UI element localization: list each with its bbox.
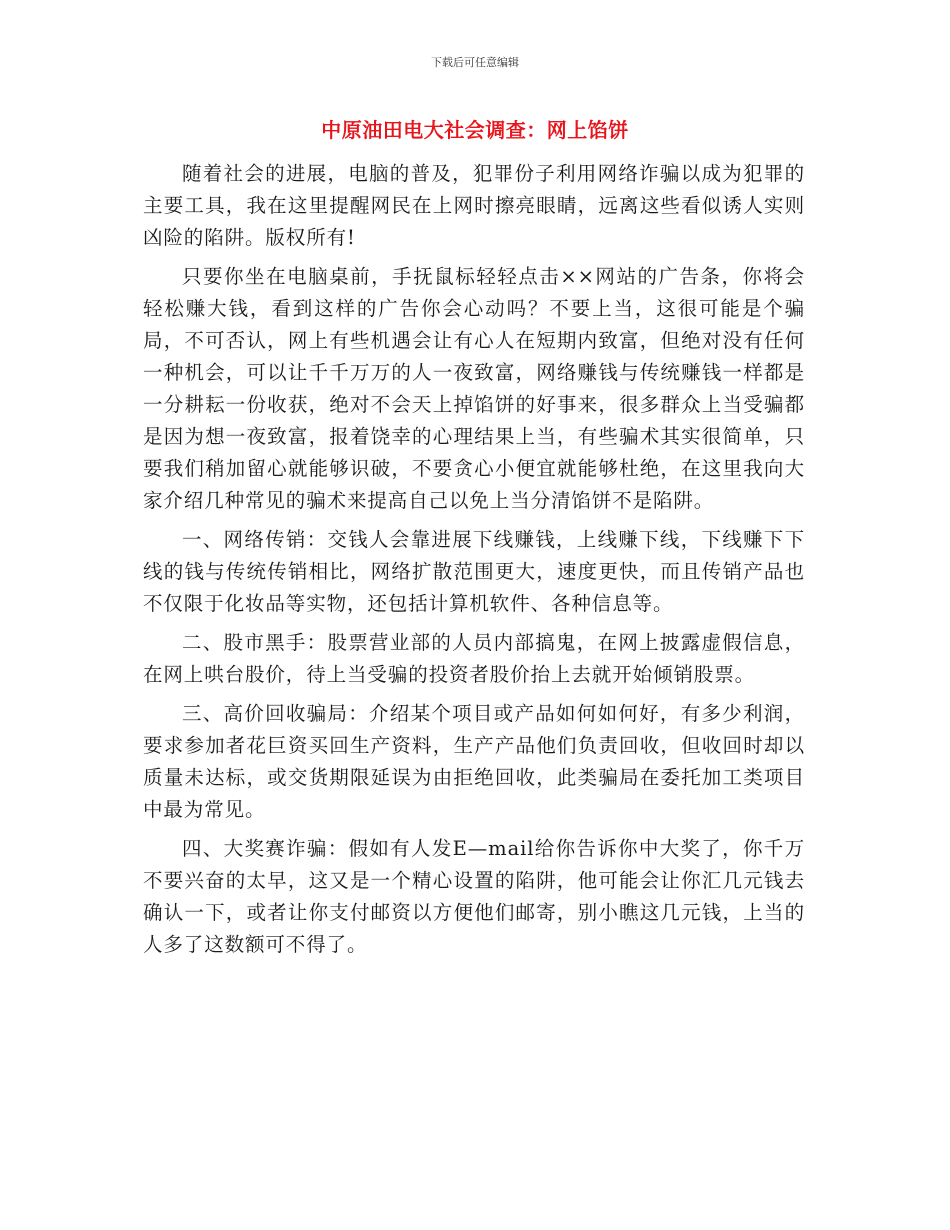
- paragraph-buyback-scam: 三、高价回收骗局：介绍某个项目或产品如何如何好，有多少利润，要求参加者花巨资买回生产资料，生产产品他们负责回收，但收回时却以质量未达标，或交货期限延误为由拒绝回收，此类骗局在委托加工类项目中最为常见。: [143, 702, 805, 821]
- document-body: [143, 158, 805, 968]
- paragraph-network-pyramid: 一、网络传销：交钱人会靠进展下线赚钱，上线赚下线，下线赚下下线的钱与传统传销相比，网络扩散范围更大，速度更快，而且传销产品也不仅限于化妆品等实物，还包括计算机软件、各种信息等。: [143, 528, 805, 615]
- paragraph-overview: 只要你坐在电脑桌前，手抚鼠标轻轻点击××网站的广告条，你将会轻松赚大钱，看到这样的广告你会心动吗？不要上当，这很可能是个骗局，不可否认，网上有些机遇会让有心人在短期内致富，但绝对没有任何一种机会，可以让千千万万的人一夜致富，网络赚钱与传统赚钱一样都是一分耕耘一份收获，绝对不会天上掉馅饼的好事来，很多群众上当受骗都是因为想一夜致富，报着饶幸的心理结果上当，有些骗术其实很简单，只要我们稍加留心就能够识破，不要贪心小便宜就能够杜绝，在这里我向大家介绍几种常见的骗术来提高自己以免上当分清馅饼不是陷阱。: [143, 265, 805, 512]
- paragraph-prize-scam: 四、大奖赛诈骗：假如有人发E—mail给你告诉你中大奖了，你千万不要兴奋的太早，这又是一个精心设置的陷阱，他可能会让你汇几元钱去确认一下，或者让你支付邮资以方便他们邮寄，别小瞧这几元钱，上当的人多了这数额可不得了。: [143, 837, 805, 956]
- paragraph-stock-manipulation: 二、股市黑手：股票营业部的人员内部搞鬼，在网上披露虚假信息，在网上哄台股价，待上当受骗的投资者股价抬上去就开始倾销股票。: [143, 631, 805, 686]
- document-title: 中原油田电大社会调查：网上馅饼: [321, 118, 629, 142]
- paragraph-intro: 随着社会的进展，电脑的普及，犯罪份子利用网络诈骗以成为犯罪的主要工具，我在这里提醒网民在上网时擦亮眼睛，远离这些看似诱人实则凶险的陷阱。版权所有!: [143, 162, 805, 249]
- page-header-note: 下载后可任意编辑: [431, 56, 519, 69]
